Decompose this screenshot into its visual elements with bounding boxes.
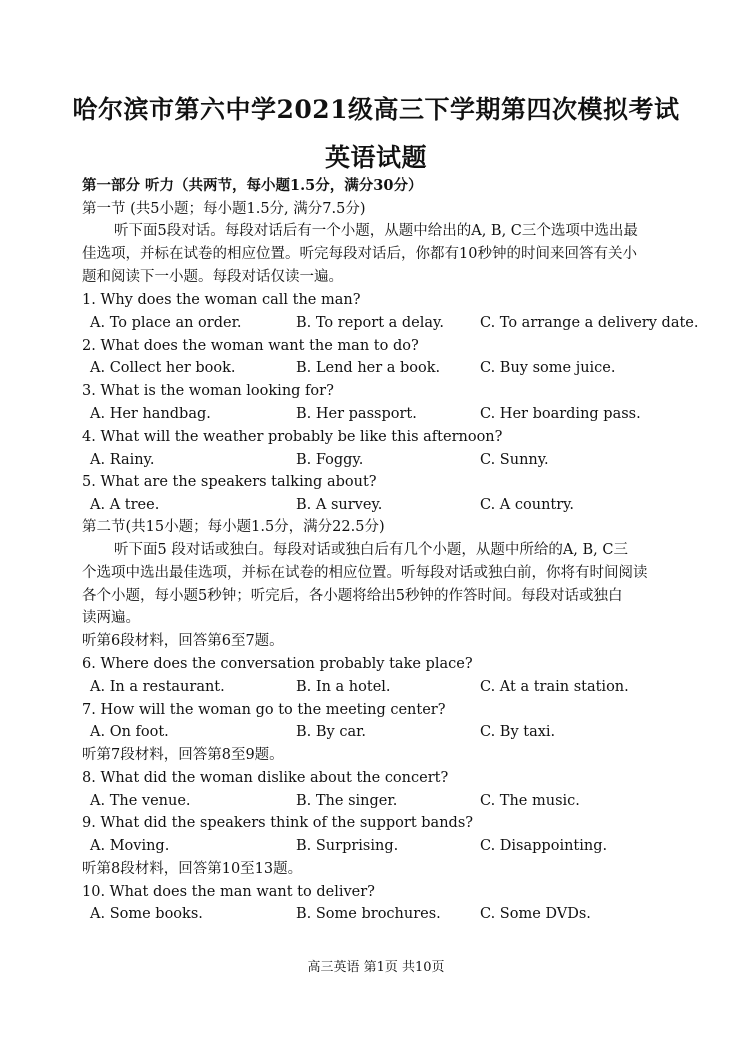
section1-instruction-line: 听下面5段对话。每段对话后有一个小题，从题中给出的A, B, C三个选项中选出最 (114, 223, 638, 239)
page-footer: 高三英语 第1页 共10页 (307, 960, 445, 975)
option-b: B. Some brochures. (296, 906, 441, 922)
question-text: 10. What does the man want to deliver? (82, 884, 375, 900)
option-a: A. On foot. (90, 724, 169, 740)
option-b: B. To report a delay. (296, 315, 444, 331)
option-c: C. At a train station. (480, 679, 629, 695)
option-a: A. Moving. (90, 838, 170, 854)
question-text: 2. What does the woman want the man to do? (82, 338, 419, 354)
question-text: 1. Why does the woman call the man? (82, 292, 361, 308)
section2-instruction-line: 个选项中选出最佳选项，并标在试卷的相应位置。听每段对话或独白前，你将有时间阅读 (82, 565, 648, 581)
option-b: B. By car. (296, 724, 367, 740)
section1-instruction-line: 佳选项，并标在试卷的相应位置。听完每段对话后，你都有10秒钟的时间来回答有关小 (82, 246, 637, 262)
question-text: 9. What did the speakers think of the support bands? (82, 815, 474, 831)
option-a: A. To place an order. (90, 315, 242, 331)
section2-instruction-line: 各个小题，每小题5秒钟；听完后，各小题将给出5秒钟的作答时间。每段对话或独白 (82, 588, 623, 604)
option-b: B. Lend her a book. (296, 360, 441, 376)
option-c: C. To arrange a delivery date. (480, 315, 699, 331)
question-text: 3. What is the woman looking for? (82, 383, 334, 399)
option-b: B. Her passport. (296, 406, 417, 422)
material-note: 听第8段材料，回答第10至13题。 (82, 861, 303, 877)
question-text: 5. What are the speakers talking about? (82, 474, 377, 490)
option-a: A. Some books. (90, 906, 203, 922)
option-a: A. Rainy. (90, 452, 155, 468)
option-c: C. Disappointing. (480, 838, 608, 854)
option-a: A. Collect her book. (90, 360, 236, 376)
option-b: B. In a hotel. (296, 679, 391, 695)
question-text: 6. Where does the conversation probably take place? (82, 656, 473, 672)
section2-instruction-line: 听下面5 段对话或独白。每段对话或独白后有几个小题，从题中所给的A, B, C三 (114, 542, 628, 558)
option-a: A. In a restaurant. (90, 679, 225, 695)
option-b: B. Foggy. (296, 452, 364, 468)
section1-heading: 第一节 (共5小题；每小题1.5分, 满分7.5分) (82, 201, 366, 217)
option-a: A. Her handbag. (90, 406, 211, 422)
material-note: 听第7段材料，回答第8至9题。 (82, 747, 284, 763)
option-c: C. Buy some juice. (480, 360, 616, 376)
exam-title: 哈尔滨市第六中学2021级高三下学期第四次模拟考试 (72, 95, 680, 124)
option-c: C. A country. (480, 497, 575, 513)
exam-subtitle: 英语试题 (324, 143, 427, 172)
option-c: C. Sunny. (480, 452, 549, 468)
section2-heading: 第二节(共15小题；每小题1.5分，满分22.5分) (82, 519, 385, 535)
option-c: C. By taxi. (480, 724, 556, 740)
option-b: B. A survey. (296, 497, 383, 513)
section1-instruction-line: 题和阅读下一小题。每段对话仅读一遍。 (82, 269, 343, 285)
option-c: C. Some DVDs. (480, 906, 591, 922)
option-a: A. A tree. (90, 497, 160, 513)
question-text: 7. How will the woman go to the meeting center? (82, 702, 446, 718)
question-text: 4. What will the weather probably be like this afternoon? (82, 429, 503, 445)
option-b: B. Surprising. (296, 838, 399, 854)
option-b: B. The singer. (296, 793, 398, 809)
part1-heading: 第一部分 听力（共两节，每小题1.5分，满分30分） (82, 177, 423, 194)
section2-instruction-line: 读两遍。 (82, 610, 140, 626)
option-c: C. Her boarding pass. (480, 406, 641, 422)
material-note: 听第6段材料，回答第6至7题。 (82, 633, 284, 649)
option-a: A. The venue. (90, 793, 191, 809)
option-c: C. The music. (480, 793, 580, 809)
question-text: 8. What did the woman dislike about the concert? (82, 770, 449, 786)
